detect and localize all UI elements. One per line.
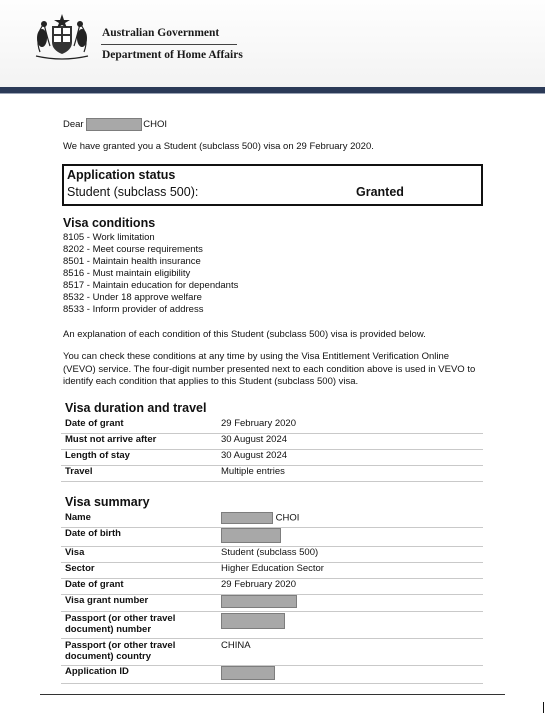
- row-value: Student (subclass 500): [217, 547, 483, 563]
- application-status-box: [62, 164, 483, 206]
- salutation-line: [63, 118, 167, 131]
- conditions-list: [63, 232, 238, 316]
- vevo-paragraph: You can check these conditions at any time by using the Visa Entitlement Verification Online (VEVO) service. The four-digit number presented next to each condition above is used in VEVO to identify each condition that applies to this Student (subclass 500) visa.: [63, 351, 476, 387]
- status-value: Granted: [356, 185, 404, 199]
- row-label: Name: [61, 512, 217, 528]
- condition-item: 8105 - Work limitation: [63, 232, 155, 243]
- table-row: [61, 512, 483, 528]
- surname: CHOI: [143, 119, 167, 131]
- summary-surname: CHOI: [275, 512, 300, 524]
- row-value: Multiple entries: [217, 466, 483, 482]
- salutation: Dear: [63, 119, 84, 131]
- table-row: [61, 434, 483, 450]
- summary-table: [61, 512, 483, 684]
- table-row: [61, 579, 483, 595]
- coat-of-arms-icon: [30, 12, 94, 62]
- table-row: [61, 563, 483, 579]
- department-name: Department of Home Affairs: [102, 49, 243, 61]
- duration-table: [61, 418, 483, 482]
- row-label: Visa: [61, 547, 217, 563]
- condition-item: 8516 - Must maintain eligibility: [63, 268, 191, 279]
- table-row: [61, 639, 483, 666]
- table-row: [61, 547, 483, 563]
- row-label: Must not arrive after: [61, 434, 217, 450]
- row-label: Travel: [61, 466, 217, 482]
- redacted-given-name: [86, 118, 142, 131]
- conditions-title: Visa conditions: [63, 216, 156, 230]
- condition-item: 8532 - Under 18 approve welfare: [63, 292, 202, 303]
- letterhead: [0, 0, 545, 87]
- table-row: [61, 466, 483, 482]
- conditions-explanation: An explanation of each condition of this Student (subclass 500) visa is provided below.: [63, 329, 426, 340]
- row-label: Date of birth: [61, 528, 217, 547]
- condition-item: 8533 - Inform provider of address: [63, 304, 204, 315]
- row-label: Passport (or other travel document) country: [61, 639, 217, 666]
- status-visa-label: Student (subclass 500):: [67, 185, 199, 199]
- row-value: Higher Education Sector: [217, 563, 483, 579]
- row-value: 29 February 2020: [217, 418, 483, 434]
- condition-item: 8517 - Maintain education for dependants: [63, 280, 239, 291]
- row-label: Application ID: [61, 666, 217, 684]
- row-value: [217, 666, 483, 684]
- grant-intro: We have granted you a Student (subclass 500) visa on 29 February 2020.: [63, 141, 374, 152]
- table-row: [61, 418, 483, 434]
- status-title: Application status: [67, 168, 176, 182]
- row-value: [217, 595, 483, 612]
- condition-item: 8202 - Meet course requirements: [63, 244, 203, 255]
- condition-item: 8501 - Maintain health insurance: [63, 256, 201, 267]
- letterhead-divider: [101, 44, 237, 45]
- row-label: Date of grant: [61, 418, 217, 434]
- row-label: Length of stay: [61, 450, 217, 466]
- header-band-shadow: [0, 93, 545, 94]
- row-label: Sector: [61, 563, 217, 579]
- row-value: [217, 512, 483, 528]
- duration-title: Visa duration and travel: [65, 401, 207, 415]
- text-cursor: [543, 702, 544, 713]
- row-value: [217, 612, 483, 639]
- row-value: 29 February 2020: [217, 579, 483, 595]
- government-name: Australian Government: [102, 27, 220, 39]
- row-label: Passport (or other travel document) number: [61, 612, 217, 639]
- table-row: [61, 450, 483, 466]
- row-value: 30 August 2024: [217, 434, 483, 450]
- row-value: 30 August 2024: [217, 450, 483, 466]
- row-value: [217, 528, 483, 547]
- table-row: [61, 612, 483, 639]
- footer-divider: [40, 694, 505, 695]
- table-row: [61, 528, 483, 547]
- redacted-passport-number: [221, 613, 285, 629]
- redacted-given-name: [221, 512, 273, 524]
- row-value: CHINA: [217, 639, 483, 666]
- summary-title: Visa summary: [65, 495, 150, 509]
- table-row: [61, 595, 483, 612]
- row-label: Date of grant: [61, 579, 217, 595]
- redacted-date-of-birth: [221, 528, 281, 543]
- row-label: Visa grant number: [61, 595, 217, 612]
- redacted-application-id: [221, 666, 275, 680]
- table-row: [61, 666, 483, 684]
- redacted-grant-number: [221, 595, 297, 608]
